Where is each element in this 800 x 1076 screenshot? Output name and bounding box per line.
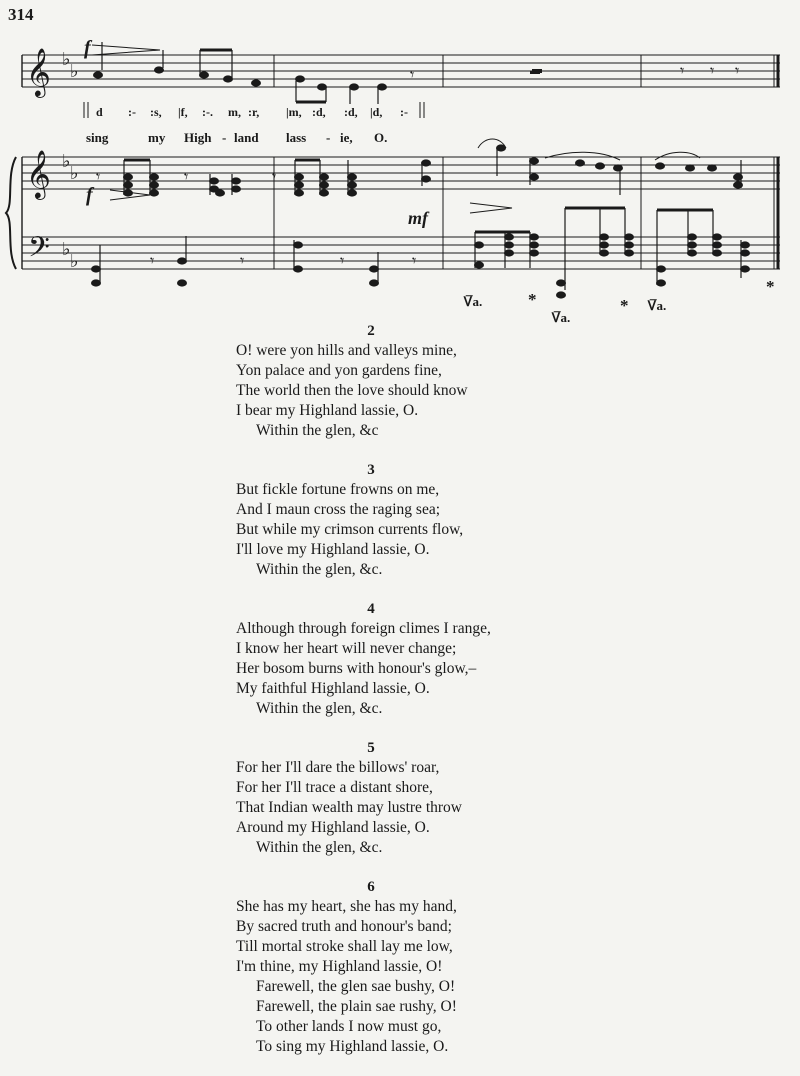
pedal-down-mark: Ꮩ̅a. xyxy=(552,310,571,325)
treble-clef-icon: 𝄞 xyxy=(26,152,51,198)
rests xyxy=(96,63,739,270)
verse-line: But while my crimson currents flow, xyxy=(236,521,464,538)
verse-line: She has my heart, she has my hand, xyxy=(236,898,457,915)
verse-line: By sacred truth and honour's band; xyxy=(236,918,452,935)
verse-line: To sing my Highland lassie, O. xyxy=(256,1038,449,1055)
solfa-syllable: m, xyxy=(228,105,241,119)
verse-line: I know her heart will never change; xyxy=(236,640,457,657)
clef-signatures xyxy=(26,48,79,271)
verse-5 xyxy=(236,738,656,858)
svg-text:𝄾: 𝄾 xyxy=(410,67,415,84)
verse-line: O! were yon hills and valleys mine, xyxy=(236,342,457,359)
svg-text:♭: ♭ xyxy=(62,239,71,259)
svg-text:𝄾: 𝄾 xyxy=(735,63,740,80)
verse-line: Her bosom burns with honour's glow,– xyxy=(236,660,477,677)
verse-line: Till mortal stroke shall lay me low, xyxy=(236,938,453,955)
lyric-syllable: - xyxy=(222,130,227,145)
verse-line: For her I'll trace a distant shore, xyxy=(236,779,433,796)
verse-line: Within the glen, &c. xyxy=(256,839,383,856)
svg-text:𝄾: 𝄾 xyxy=(272,169,277,186)
verse-line: Although through foreign climes I range, xyxy=(236,620,491,637)
verse-number: 2 xyxy=(367,323,375,339)
verse-4 xyxy=(236,599,656,719)
svg-text:♭: ♭ xyxy=(70,163,79,183)
piano-brace xyxy=(6,157,16,269)
song-verses xyxy=(236,321,656,1076)
solfa-syllable: :d, xyxy=(312,105,326,119)
svg-text:𝄾: 𝄾 xyxy=(96,169,101,186)
verse-line: My faithful Highland lassie, O. xyxy=(236,680,430,697)
lyric-syllable: my xyxy=(148,130,166,145)
piano-forte-mark: f xyxy=(86,184,93,206)
svg-text:𝄾: 𝄾 xyxy=(710,63,715,80)
verse-line: And I maun cross the raging sea; xyxy=(236,501,441,518)
solfa-row xyxy=(96,105,408,119)
solfa-syllable: :s, xyxy=(150,105,162,119)
pedal-down-mark: Ꮩ̅a. xyxy=(648,298,667,313)
piano-mezzo-forte-mark: mf xyxy=(408,208,428,228)
lyric-syllable: - xyxy=(326,130,331,145)
treble-clef-icon: 𝄞 xyxy=(26,50,51,96)
verse-line: Within the glen, &c. xyxy=(256,561,383,578)
verse-line: Farewell, the plain sae rushy, O! xyxy=(256,998,457,1015)
verse-line: The world then the love should know xyxy=(236,382,468,399)
svg-text:♭: ♭ xyxy=(70,61,79,81)
solfa-syllable: :- xyxy=(400,105,408,119)
music-score xyxy=(0,0,800,330)
verse-2 xyxy=(236,321,656,441)
lyric-syllable: O. xyxy=(374,130,388,145)
verse-number: 5 xyxy=(367,740,375,756)
lyric-syllable: ie, xyxy=(340,130,353,145)
solfa-syllable: :r, xyxy=(248,105,260,119)
lyric-syllable: High xyxy=(184,130,212,145)
svg-text:♭: ♭ xyxy=(62,49,71,69)
verse-line: But fickle fortune frowns on me, xyxy=(236,481,440,498)
lyric-syllable: lass xyxy=(286,130,307,145)
verse-line: Within the glen, &c. xyxy=(256,700,383,717)
verse-number: 3 xyxy=(367,462,375,478)
solfa-syllable: :d, xyxy=(344,105,358,119)
lyric-row xyxy=(86,130,387,145)
svg-text:♭: ♭ xyxy=(62,151,71,171)
verse-line: To other lands I now must go, xyxy=(256,1018,442,1035)
svg-text:𝄾: 𝄾 xyxy=(412,253,417,270)
pedal-release-mark: * xyxy=(528,290,537,309)
verse-line: Farewell, the glen sae bushy, O! xyxy=(256,978,456,995)
verse-3 xyxy=(236,460,656,580)
verse-line: Within the glen, &c xyxy=(256,422,379,439)
verse-6 xyxy=(236,877,656,1057)
lyric-syllable: land xyxy=(234,130,259,145)
pedal-down-mark: Ꮩ̅a. xyxy=(464,294,483,309)
voice-forte-mark: f xyxy=(84,37,91,59)
solfa-syllable: :-. xyxy=(202,105,213,119)
svg-text:𝄾: 𝄾 xyxy=(184,169,189,186)
svg-text:▬: ▬ xyxy=(530,66,540,77)
solfa-syllable: :- xyxy=(128,105,136,119)
solfa-syllable: |m, xyxy=(286,105,302,119)
svg-text:𝄾: 𝄾 xyxy=(150,253,155,270)
piano-bass-staff xyxy=(22,237,780,269)
verse-line: Around my Highland lassie, O. xyxy=(236,819,430,836)
pedal-release-mark: * xyxy=(766,277,775,296)
svg-text:𝄾: 𝄾 xyxy=(240,253,245,270)
svg-text:𝄾: 𝄾 xyxy=(680,63,685,80)
note-heads xyxy=(91,66,750,298)
page-number: 314 xyxy=(8,5,34,24)
verse-line: I'm thine, my Highland lassie, O! xyxy=(236,958,443,975)
pedal-markings xyxy=(463,277,775,325)
verse-number: 4 xyxy=(367,601,375,617)
solfa-syllable: |d, xyxy=(370,105,383,119)
verse-line: I bear my Highland lassie, O. xyxy=(236,402,419,419)
piano-treble-staff xyxy=(22,157,780,189)
pedal-release-mark: * xyxy=(620,296,629,315)
svg-text:♭: ♭ xyxy=(70,251,79,271)
verse-line: I'll love my Highland lassie, O. xyxy=(236,541,430,558)
voice-staff xyxy=(22,55,780,87)
verse-line: Yon palace and yon gardens fine, xyxy=(236,362,442,379)
verse-number: 6 xyxy=(367,879,375,895)
solfa-syllable: |f, xyxy=(178,105,188,119)
verse-line: That Indian wealth may lustre throw xyxy=(236,799,462,816)
svg-text:𝄾: 𝄾 xyxy=(340,253,345,270)
bass-clef-icon: 𝄢 xyxy=(28,233,50,270)
solfa-syllable: d xyxy=(96,105,103,119)
lyric-syllable: sing xyxy=(86,130,109,145)
verse-line: For her I'll dare the billows' roar, xyxy=(236,759,440,776)
